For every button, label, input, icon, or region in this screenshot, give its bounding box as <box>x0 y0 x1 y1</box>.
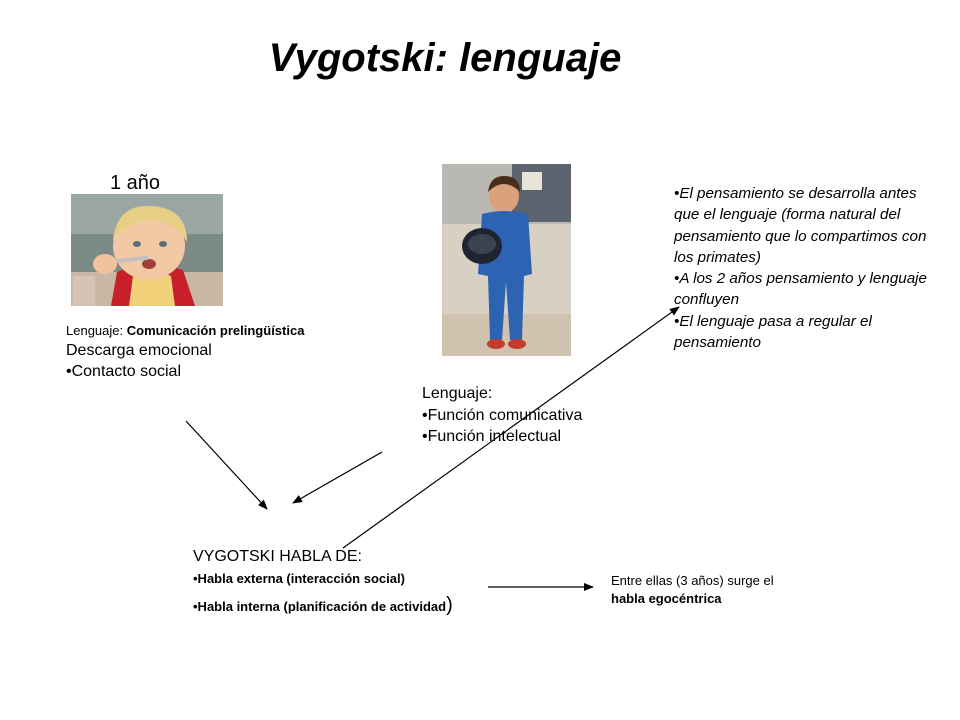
middle-item: •Función comunicativa <box>422 406 583 424</box>
right-item: •A los 2 años pensamiento y lenguaje confluyen <box>674 270 927 309</box>
arrow-middle-to-vygotski <box>293 452 382 503</box>
egocentric-line: Entre ellas (3 años) surge el <box>611 573 774 588</box>
external-speech-item: •Habla externa (interacción social) <box>193 571 405 586</box>
left-heading-prefix: Lenguaje: <box>66 323 127 338</box>
middle-item: •Función intelectual <box>422 428 562 446</box>
vygotski-heading: VYGOTSKI HABLA DE: <box>193 548 362 565</box>
left-line-social: •Contacto social <box>66 363 181 381</box>
internal-speech-text: •Habla interna (planificación de actividad <box>193 599 447 614</box>
right-item: •El lenguaje pasa a regular el pensamiento <box>674 312 872 351</box>
page-title: Vygotski: lenguaje <box>268 36 622 80</box>
left-line-emotional: Descarga emocional <box>66 341 212 359</box>
middle-heading: Lenguaje: <box>422 385 493 402</box>
egocentric-term: habla egocéntrica <box>611 590 722 606</box>
right-item: •El pensamiento se desarrolla antes que el lenguaje (forma natural del pensamiento que lo compartimos con los primates) <box>674 185 927 266</box>
arrow-vygotski-to-right <box>343 307 679 548</box>
left-heading-bold: Comunicación prelingüística <box>126 323 305 338</box>
age-label: 1 año <box>110 172 161 194</box>
arrow-left-to-vygotski <box>186 421 267 509</box>
internal-speech-paren: ) <box>446 594 453 616</box>
